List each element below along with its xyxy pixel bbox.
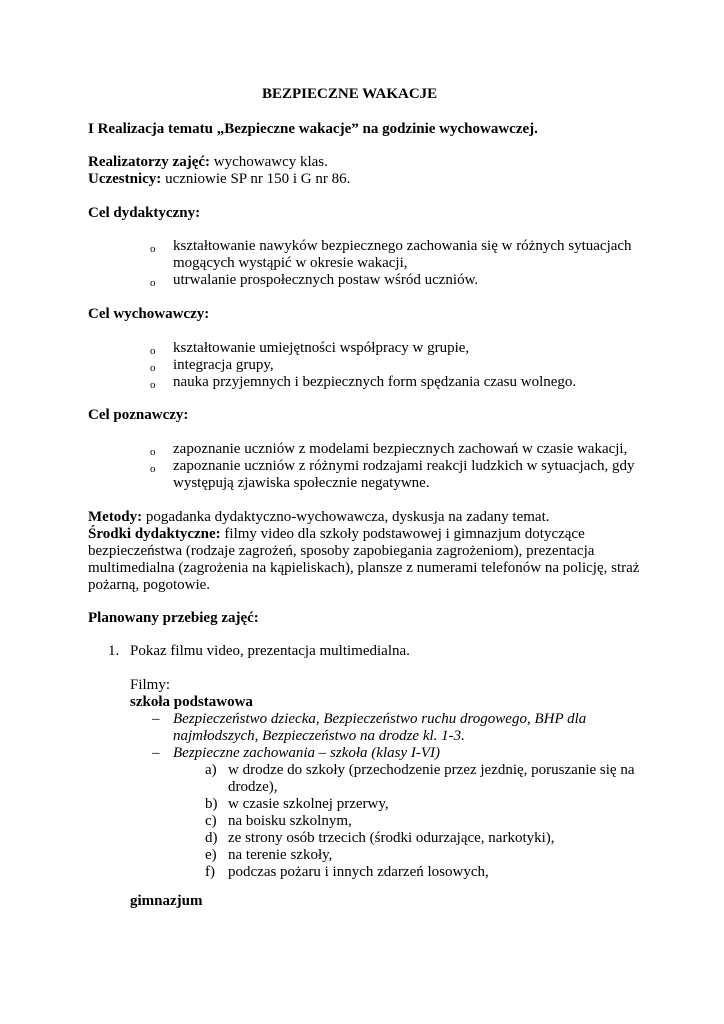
sub-item-letter: c)	[205, 813, 217, 829]
sub-item-letter: b)	[205, 796, 218, 812]
sub-item-text: ze strony osób trzecich (środki odurzające, narkotyki),	[228, 830, 555, 846]
list-item-continuation: występują zjawiska społecznie negatywne.	[173, 475, 430, 491]
list-item: kształtowanie umiejętności współpracy w grupie,	[173, 340, 470, 356]
dash-marker: –	[152, 745, 160, 761]
step-text: Pokaz filmu video, prezentacja multimedialna.	[130, 643, 410, 659]
filmy-label: Filmy:	[130, 677, 171, 693]
srodki-line	[88, 526, 585, 543]
bullet-marker: o	[150, 446, 156, 458]
section-heading: I Realizacja tematu „Bezpieczne wakacje” na godzinie wychowawczej.	[88, 121, 538, 137]
metody-line	[88, 509, 550, 526]
cel-poznawczy-heading: Cel poznawczy:	[88, 407, 189, 423]
bullet-marker: o	[150, 277, 156, 289]
srodki-label: Środki dydaktyczne:	[88, 526, 221, 542]
sub-item-text: w czasie szkolnej przerwy,	[228, 796, 389, 812]
list-item: zapoznanie uczniów z różnymi rodzajami reakcji ludzkich w sytuacjach, gdy	[173, 458, 635, 474]
list-item: nauka przyjemnych i bezpiecznych form spędzania czasu wolnego.	[173, 374, 577, 390]
bullet-marker: o	[150, 379, 156, 391]
metody-value: pogadanka dydaktyczno-wychowawcza, dyskusja na zadany temat.	[142, 509, 550, 525]
metody-label: Metody:	[88, 509, 143, 525]
szkola-podstawowa-label: szkoła podstawowa	[130, 694, 253, 710]
uczestnicy-label: Uczestnicy:	[88, 171, 162, 187]
cel-dydaktyczny-heading: Cel dydaktyczny:	[88, 205, 201, 221]
step-number: 1.	[108, 643, 120, 659]
realizatorzy-label: Realizatorzy zajęć:	[88, 154, 211, 170]
bullet-marker: o	[150, 345, 156, 357]
list-item: zapoznanie uczniów z modelami bezpiecznych zachowań w czasie wakacji,	[173, 441, 628, 457]
paragraph-line: pożarną, pogotowie.	[88, 577, 211, 593]
bullet-marker: o	[150, 362, 156, 374]
bullet-marker: o	[150, 243, 156, 255]
uczestnicy-line	[88, 171, 350, 188]
sub-item-text: podczas pożaru i innych zdarzeń losowych,	[228, 864, 489, 880]
srodki-value: filmy video dla szkoły podstawowej i gimnazjum dotyczące	[220, 526, 585, 542]
document-title: BEZPIECZNE WAKACJE	[262, 86, 438, 102]
sub-item-letter: d)	[205, 830, 218, 846]
list-item: utrwalanie prospołecznych postaw wśród uczniów.	[173, 272, 479, 288]
list-item: integracja grupy,	[173, 357, 274, 373]
paragraph-line: bezpieczeństwa (rodzaje zagrożeń, sposoby zapobiegania zagrożeniom), prezentacja	[88, 543, 595, 559]
film-title-continuation: najmłodszych, Bezpieczeństwo na drodze kl. 1-3.	[173, 728, 465, 744]
sub-item-text: na terenie szkoły,	[228, 847, 333, 863]
realizatorzy-value: wychowawcy klas.	[210, 154, 328, 170]
realizatorzy-line	[88, 154, 328, 171]
bullet-marker: o	[150, 463, 156, 475]
sub-item-letter: a)	[205, 762, 217, 778]
sub-item-text: w drodze do szkoły (przechodzenie przez jezdnię, poruszanie się na	[228, 762, 635, 778]
gimnazjum-label: gimnazjum	[130, 893, 203, 909]
dash-marker: –	[152, 711, 160, 727]
przebieg-heading: Planowany przebieg zajęć:	[88, 610, 259, 626]
sub-item-text: na boisku szkolnym,	[228, 813, 352, 829]
list-item: kształtowanie nawyków bezpiecznego zachowania się w różnych sytuacjach	[173, 238, 632, 254]
sub-item-text-continuation: drodze),	[228, 779, 278, 795]
sub-item-letter: f)	[205, 864, 215, 880]
cel-wychowawczy-heading: Cel wychowawczy:	[88, 306, 210, 322]
paragraph-line: multimedialna (zagrożenia na kąpieliskach), plansze z numerami telefonów na policję, straż	[88, 560, 640, 576]
uczestnicy-value: uczniowie SP nr 150 i G nr 86.	[161, 171, 351, 187]
film-title: Bezpieczne zachowania – szkoła (klasy I-VI)	[173, 745, 441, 761]
list-item-continuation: mogących wystąpić w okresie wakacji,	[173, 255, 408, 271]
film-title: Bezpieczeństwo dziecka, Bezpieczeństwo ruchu drogowego, BHP dla	[173, 711, 587, 727]
sub-item-letter: e)	[205, 847, 217, 863]
